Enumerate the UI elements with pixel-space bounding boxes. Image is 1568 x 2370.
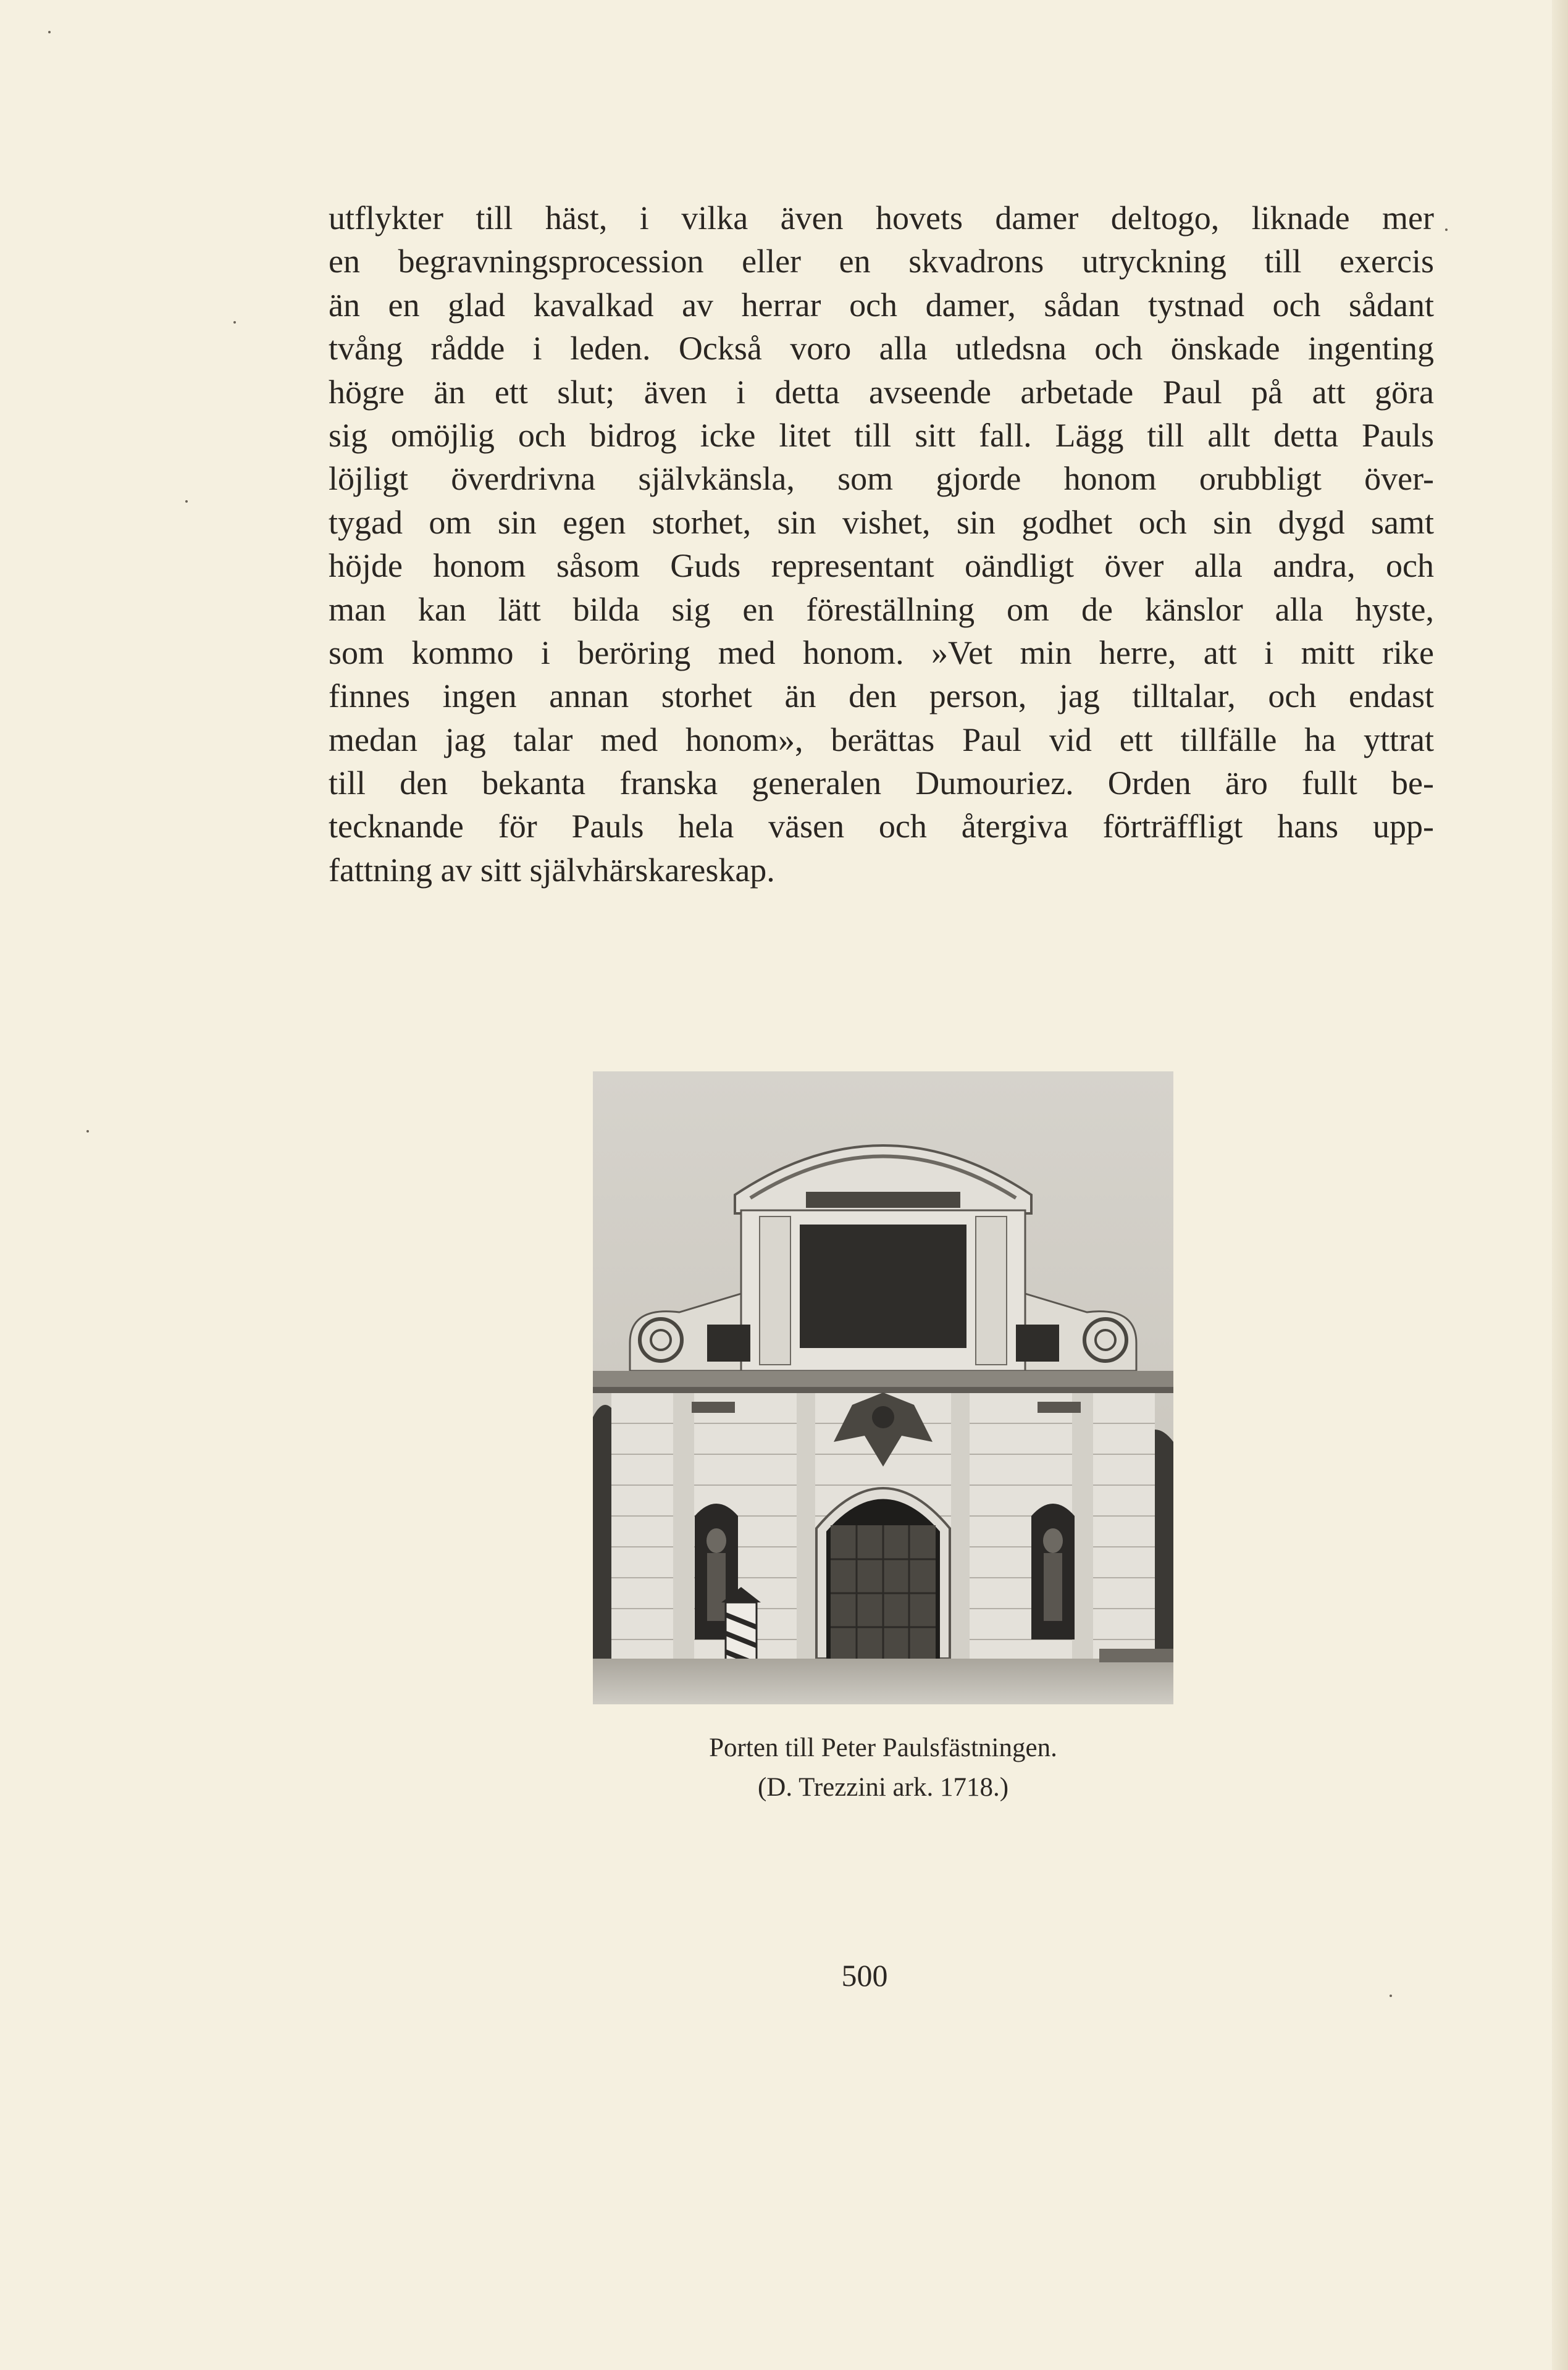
text-line: medan jag talar med honom», berättas Paul vid ett tillfälle ha yttrat (329, 721, 1434, 758)
gate-photograph (593, 1071, 1173, 1704)
text-line: än en glad kavalkad av herrar och damer, sådan tystnad och sådant (329, 286, 1434, 324)
gate-illustration (593, 1071, 1173, 1704)
text-line: fattning av sitt självhärskareskap. (329, 851, 775, 889)
paper-speck (233, 321, 236, 324)
text-line: sig omöjlig och bidrog icke litet till sitt fall. Lägg till allt detta Pauls (329, 416, 1434, 454)
paper-speck (48, 31, 51, 33)
text-line: en begravningsprocession eller en skvadrons utryckning till exercis (329, 243, 1434, 280)
page-number: 500 (841, 1958, 888, 1993)
paper-speck (1445, 228, 1448, 231)
paper-speck (86, 1130, 89, 1133)
paper-speck (185, 500, 188, 503)
text-line: tvång rådde i leden. Också voro alla utledsna och önskade ingenting (329, 330, 1434, 367)
page-edge-shadow (1552, 0, 1568, 2370)
text-line: tygad om sin egen storhet, sin vishet, sin godhet och sin dygd samt (329, 503, 1434, 541)
text-line: utflykter till häst, i vilka även hovets damer deltogo, liknade mer (329, 199, 1434, 237)
text-line: tecknande för Pauls hela väsen och återgiva förträffligt hans upp- (329, 808, 1434, 845)
text-line: finnes ingen annan storhet än den person, jag tilltalar, och endast (329, 677, 1434, 715)
figure-caption: Porten till Peter Paulsfästningen. (709, 1733, 1057, 1762)
figure-caption-credit: (D. Trezzini ark. 1718.) (757, 1773, 1009, 1802)
paper-speck (1390, 1995, 1392, 1997)
text-line: man kan lätt bilda sig en föreställning om de känslor alla hyste, (329, 590, 1434, 628)
text-line: högre än ett slut; även i detta avseende arbetade Paul på att göra (329, 373, 1434, 411)
text-line: till den bekanta franska generalen Dumouriez. Orden äro fullt be- (329, 764, 1434, 802)
text-line: löjligt överdrivna självkänsla, som gjorde honom orubbligt över- (329, 460, 1434, 498)
text-line: höjde honom såsom Guds representant oändligt över alla andra, och (329, 547, 1434, 585)
text-line: som kommo i beröring med honom. »Vet min herre, att i mitt rike (329, 634, 1434, 671)
body-text (329, 196, 1434, 892)
